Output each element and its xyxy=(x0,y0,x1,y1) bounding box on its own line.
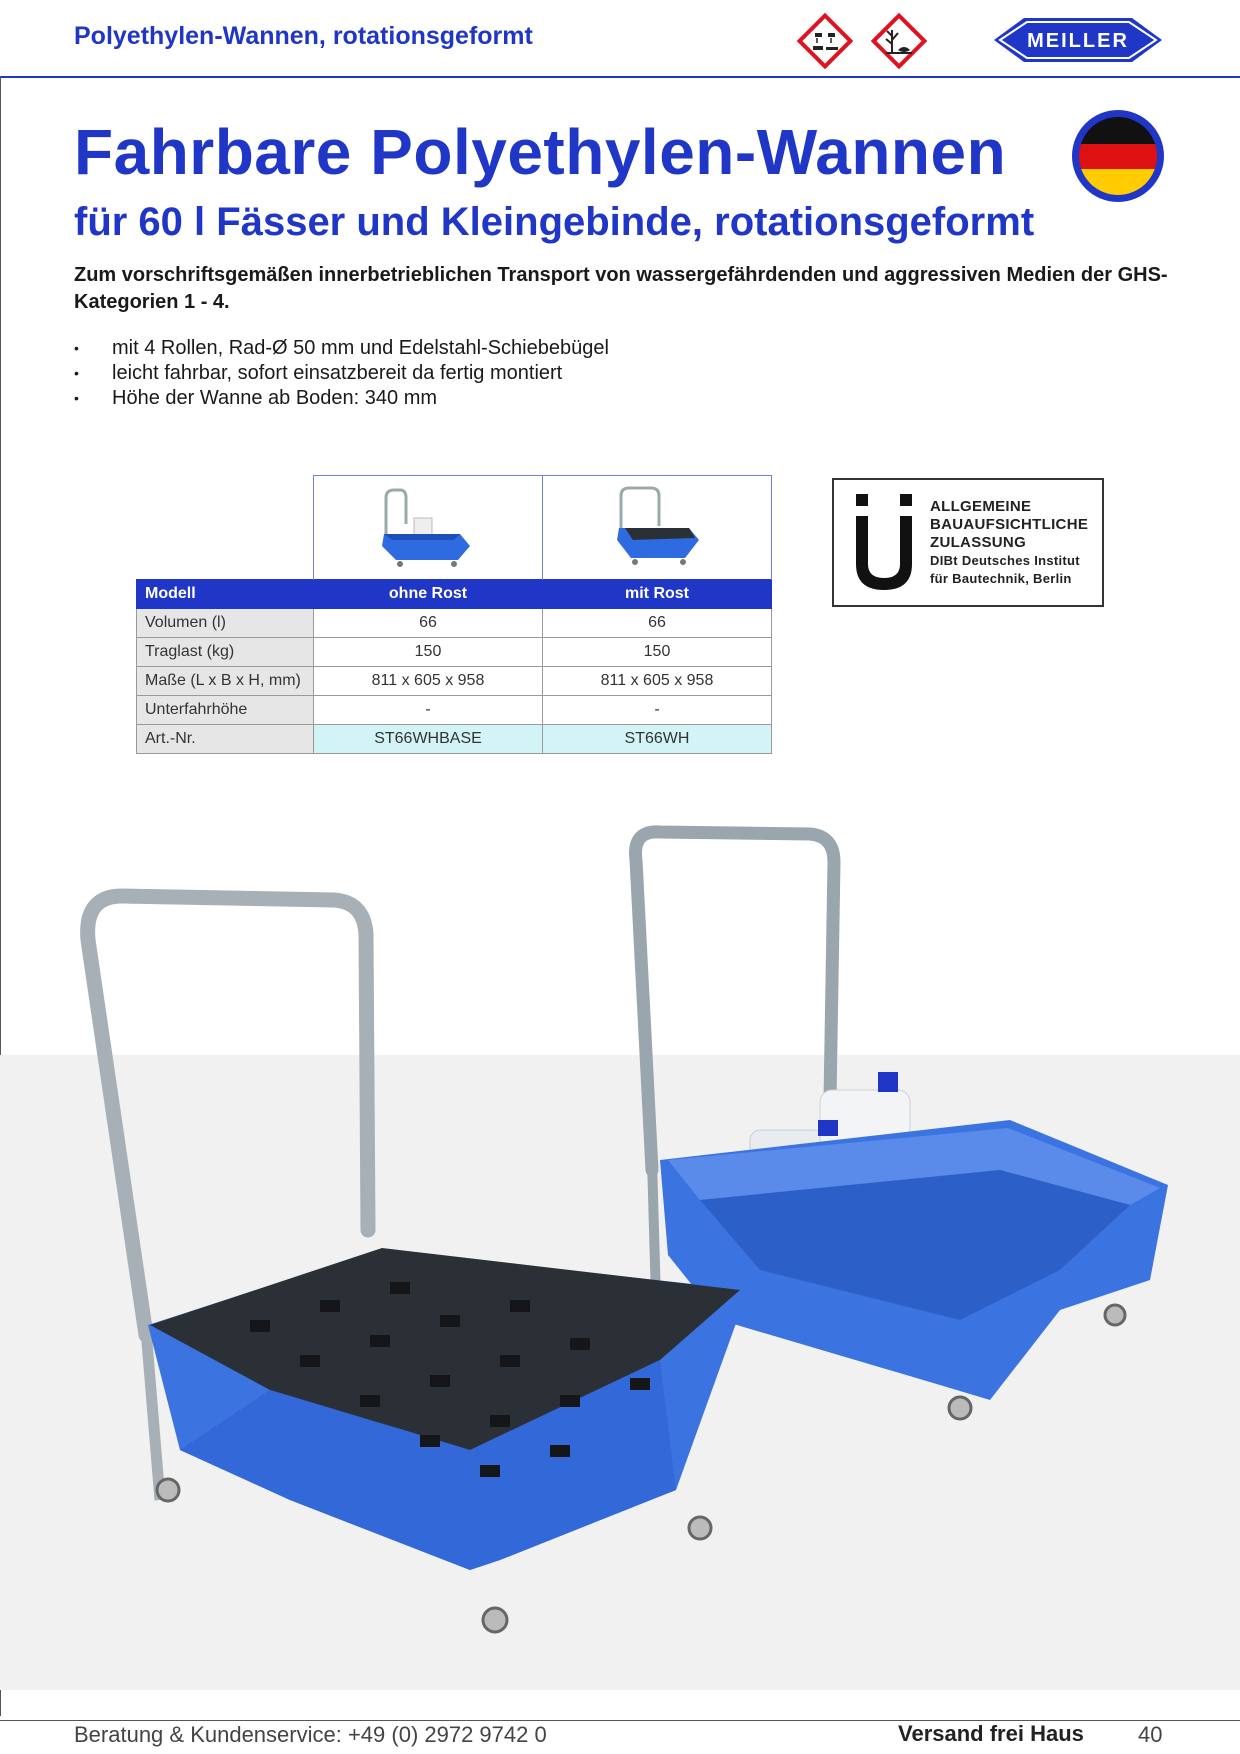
product-photo xyxy=(0,800,1240,1690)
thumbnail-mit-rost xyxy=(543,476,772,580)
table-cell: 66 xyxy=(543,609,772,638)
row-label: Volumen (l) xyxy=(137,609,314,638)
column-header: Modell xyxy=(137,580,314,609)
page-subtitle: für 60 l Fässer und Kleingebinde, rotationsgeformt xyxy=(74,200,1035,244)
article-number-cell: ST66WHBASE xyxy=(314,725,543,754)
article-number-cell: ST66WH xyxy=(543,725,772,754)
column-header: ohne Rost xyxy=(314,580,543,609)
row-label: Traglast (kg) xyxy=(137,638,314,667)
row-label: Art.-Nr. xyxy=(137,725,314,754)
footer-shipping: Versand frei Haus xyxy=(898,1721,1084,1746)
feature-item: • Höhe der Wanne ab Boden: 340 mm xyxy=(74,386,609,411)
ghs-corrosive-icon xyxy=(796,12,854,70)
german-flag-icon xyxy=(1070,108,1166,204)
footer-contact: Beratung & Kundenservice: +49 (0) 2972 9742 0 xyxy=(74,1722,547,1747)
feature-item: • leicht fahrbar, sofort einsatzbereit da fertig montiert xyxy=(74,361,609,386)
table-row xyxy=(137,609,772,638)
meiller-logo xyxy=(992,14,1164,66)
feature-list xyxy=(74,336,609,411)
feature-item: • mit 4 Rollen, Rad-Ø 50 mm und Edelstahl-Schiebebügel xyxy=(74,336,609,361)
thumbnail-row xyxy=(137,476,772,580)
table-row xyxy=(137,725,772,754)
thumbnail-ohne-rost xyxy=(314,476,543,580)
approval-text xyxy=(930,498,1088,588)
approval-line: BAUAUFSICHTLICHE xyxy=(930,516,1089,533)
table-cell: 811 x 605 x 958 xyxy=(543,667,772,696)
table-cell: 150 xyxy=(314,638,543,667)
tub-thumbnail-icon xyxy=(314,476,542,574)
ue-mark-icon xyxy=(842,488,934,598)
product-spec-table xyxy=(136,475,772,754)
intro-text: Zum vorschriftsgemäßen innerbetrieblichen Transport von wassergefährdenden und aggressiven Medien der GHS-Kategorien 1 - 4. xyxy=(74,264,1168,313)
page-title: Fahrbare Polyethylen-Wannen xyxy=(74,116,1007,188)
column-header: mit Rost xyxy=(543,580,772,609)
approval-line: ALLGEMEINE xyxy=(930,498,1032,515)
table-cell: 811 x 605 x 958 xyxy=(314,667,543,696)
row-label: Unterfahrhöhe xyxy=(137,696,314,725)
logo-text: MEILLER xyxy=(1027,30,1129,52)
table-row xyxy=(137,667,772,696)
ghs-environment-icon xyxy=(870,12,928,70)
table-row xyxy=(137,638,772,667)
table-cell: 66 xyxy=(314,609,543,638)
top-header xyxy=(0,0,1240,78)
section-title: Polyethylen-Wannen, rotationsgeformt xyxy=(74,22,533,50)
table-cell: 150 xyxy=(543,638,772,667)
tub-thumbnail-icon xyxy=(543,476,771,574)
table-cell: - xyxy=(314,696,543,725)
approval-line: ZULASSUNG xyxy=(930,534,1027,551)
page-number: 40 xyxy=(1138,1722,1163,1747)
table-header-row xyxy=(137,580,772,609)
table-row xyxy=(137,696,772,725)
approval-line: für Bautechnik, Berlin xyxy=(930,571,1072,586)
row-label: Maße (L x B x H, mm) xyxy=(137,667,314,696)
approval-line: DIBt Deutsches Institut xyxy=(930,553,1080,568)
approval-badge xyxy=(832,478,1104,607)
table-cell: - xyxy=(543,696,772,725)
